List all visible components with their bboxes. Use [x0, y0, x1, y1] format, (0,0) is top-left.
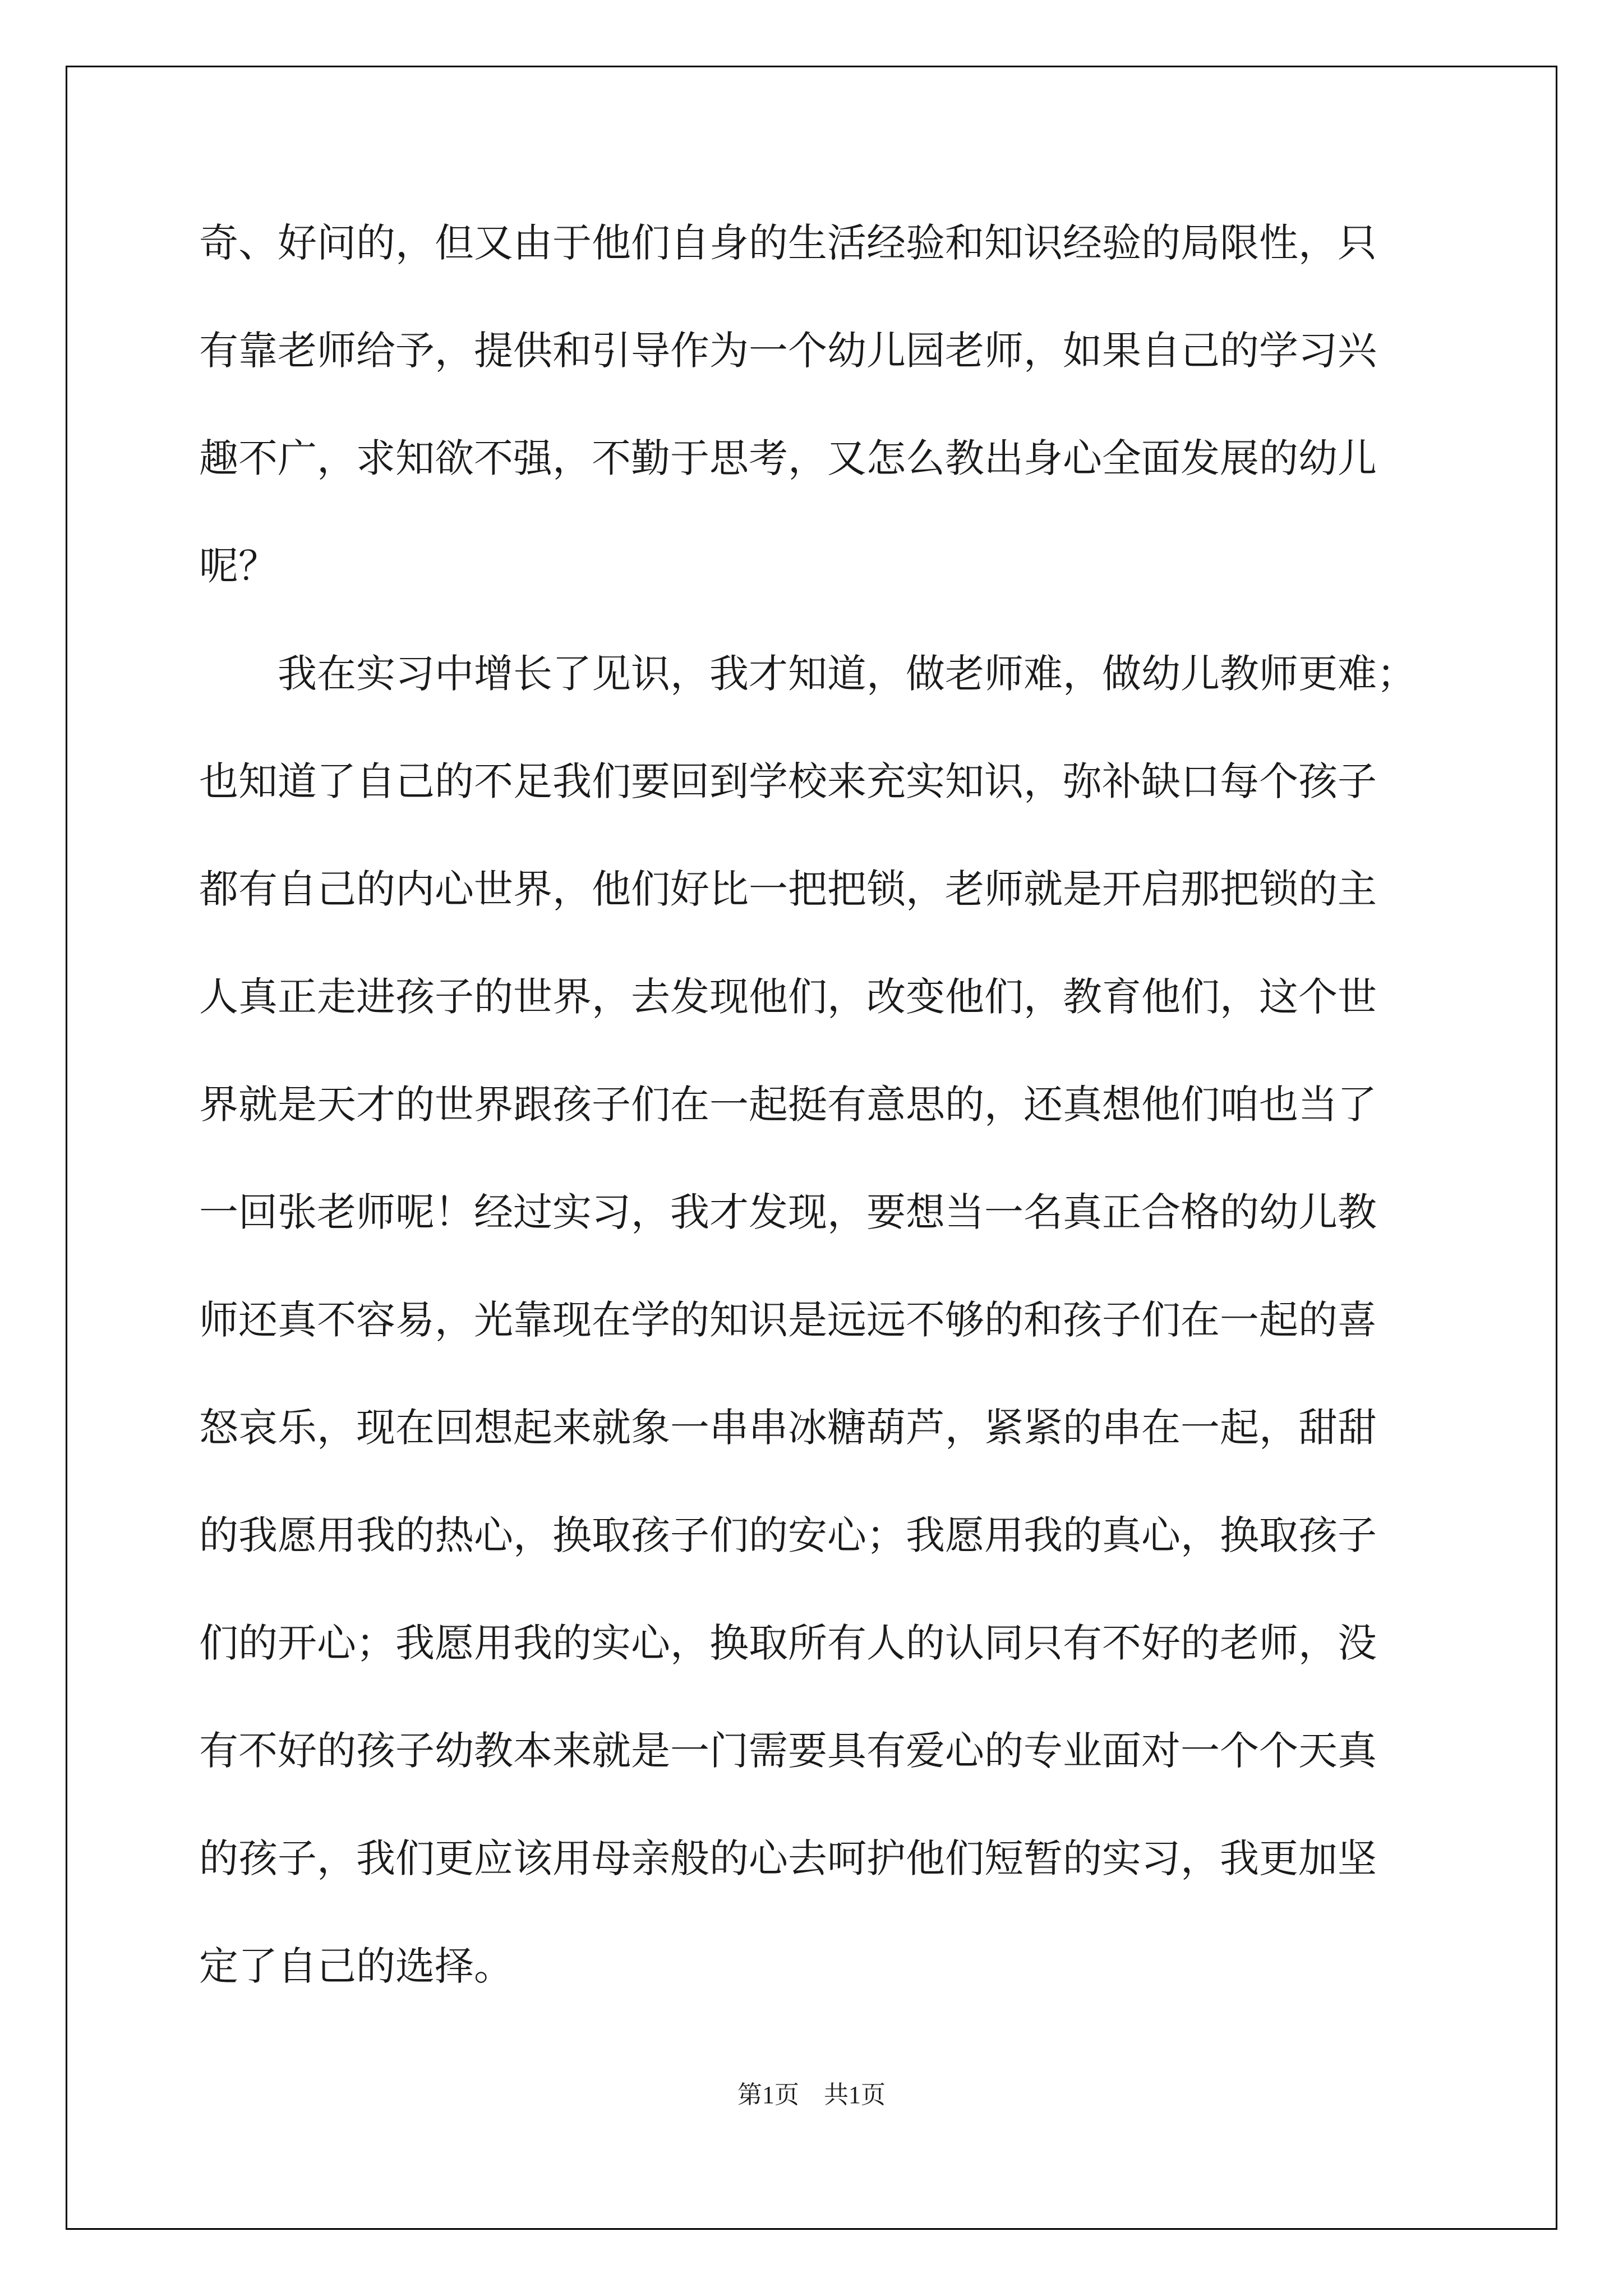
page-number-footer: 第1页 共1页 — [737, 2081, 886, 2109]
text-line: 的孩子，我们更应该用母亲般的心去呵护他们短暂的实习，我更加坚 — [199, 1835, 1377, 1881]
text-line: 界就是天才的世界跟孩子们在一起挺有意思的，还真想他们咱也当了 — [199, 1082, 1377, 1128]
text-line: 一回张老师呢！经过实习，我才发现，要想当一名真正合格的幼儿教 — [199, 1189, 1377, 1235]
text-line: 的我愿用我的热心，换取孩子们的安心；我愿用我的真心，换取孩子 — [199, 1512, 1377, 1558]
page-border — [66, 66, 1557, 2230]
text-line: 人真正走进孩子的世界，去发现他们，改变他们，教育他们，这个世 — [199, 974, 1377, 1020]
text-line: 定了自己的选择。 — [199, 1943, 513, 1989]
text-line: 怒哀乐，现在回想起来就象一串串冰糖葫芦，紧紧的串在一起，甜甜 — [199, 1405, 1377, 1451]
text-line: 有不好的孩子幼教本来就是一门需要具有爱心的专业面对一个个天真 — [199, 1728, 1377, 1774]
text-line: 们的开心；我愿用我的实心，换取所有人的认同只有不好的老师，没 — [199, 1620, 1377, 1666]
text-line: 趣不广，求知欲不强，不勤于思考，又怎么教出身心全面发展的幼儿 — [199, 435, 1377, 481]
text-line: 师还真不容易，光靠现在学的知识是远远不够的和孩子们在一起的喜 — [199, 1297, 1377, 1343]
text-line: 我在实习中增长了见识，我才知道，做老师难，做幼儿教师更难； — [278, 651, 1416, 697]
text-line: 奇、好问的，但又由于他们自身的生活经验和知识经验的局限性，只 — [199, 220, 1377, 266]
text-line: 有靠老师给予，提供和引导作为一个幼儿园老师，如果自己的学习兴 — [199, 328, 1377, 374]
text-line: 都有自己的内心世界，他们好比一把把锁，老师就是开启那把锁的主 — [199, 866, 1377, 912]
text-line: 呢？ — [199, 543, 278, 589]
text-line: 也知道了自己的不足我们要回到学校来充实知识，弥补缺口每个孩子 — [199, 758, 1377, 804]
